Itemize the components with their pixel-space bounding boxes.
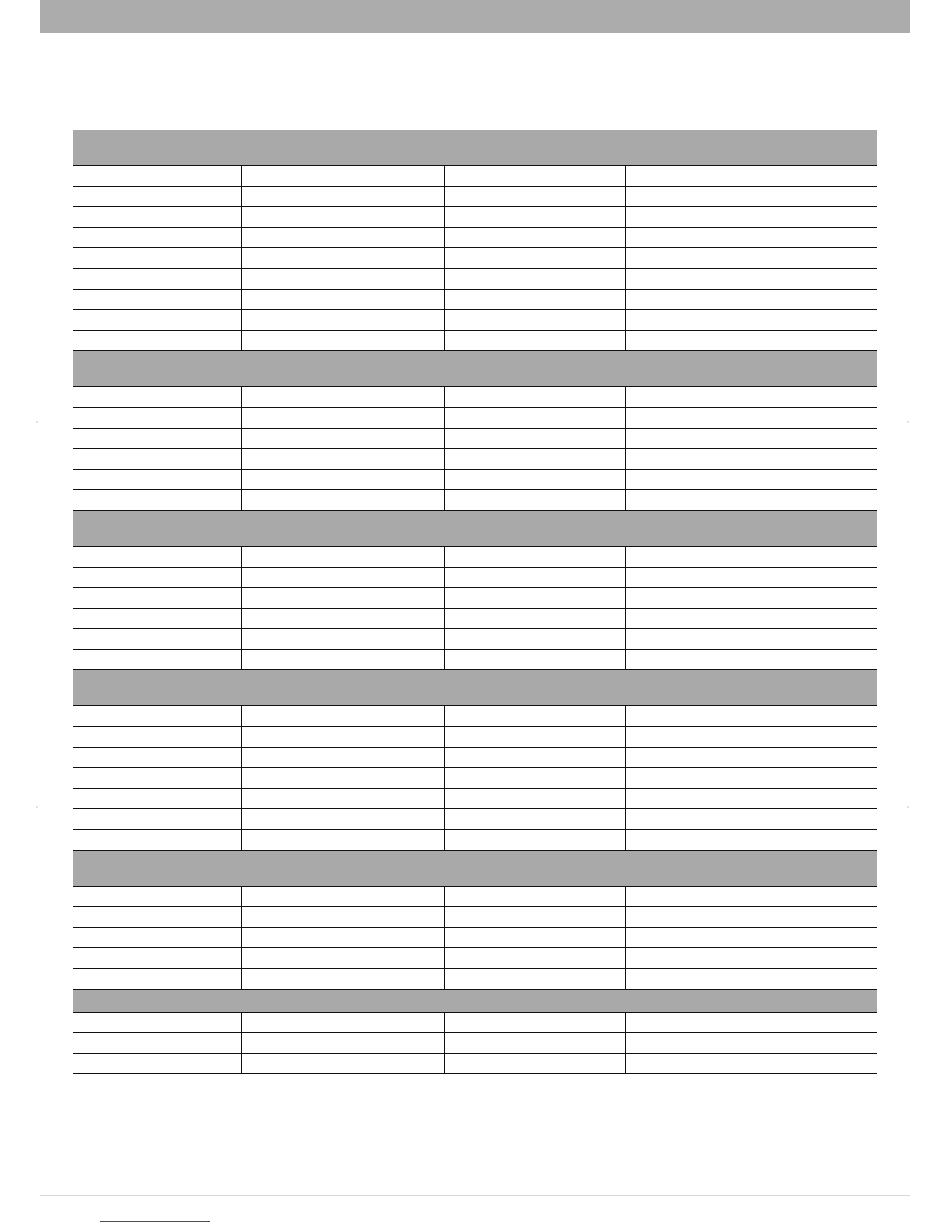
edge-mark: [907, 806, 909, 808]
table-row: [73, 948, 877, 969]
table-cell: [445, 928, 626, 948]
edge-mark: [907, 421, 909, 423]
table-cell: [73, 547, 242, 567]
section-header: [73, 851, 877, 887]
table-cell: [626, 1033, 877, 1053]
table-cell: [626, 187, 877, 207]
table-cell: [73, 408, 242, 428]
footer-divider: [40, 1195, 910, 1196]
table-cell: [73, 490, 242, 510]
spec-table: [73, 130, 877, 1074]
table-cell: [445, 331, 626, 351]
table-cell: [445, 449, 626, 469]
table-cell: [445, 768, 626, 788]
table-cell: [445, 228, 626, 248]
table-cell: [626, 768, 877, 788]
table-cell: [242, 789, 445, 809]
table-cell: [626, 408, 877, 428]
table-cell: [626, 907, 877, 927]
table-cell: [242, 228, 445, 248]
table-cell: [445, 887, 626, 907]
table-cell: [73, 290, 242, 310]
table-cell: [445, 490, 626, 510]
table-cell: [242, 706, 445, 726]
section-header: [73, 351, 877, 387]
table-cell: [242, 248, 445, 268]
table-cell: [445, 969, 626, 989]
table-cell: [445, 269, 626, 289]
table-row: [73, 490, 877, 511]
table-cell: [626, 629, 877, 649]
table-cell: [626, 470, 877, 490]
table-row: [73, 547, 877, 568]
table-cell: [242, 207, 445, 227]
table-cell: [626, 588, 877, 608]
table-cell: [445, 948, 626, 968]
table-cell: [242, 907, 445, 927]
table-cell: [626, 706, 877, 726]
table-cell: [242, 290, 445, 310]
table-cell: [242, 748, 445, 768]
table-cell: [242, 928, 445, 948]
table-cell: [242, 166, 445, 186]
table-row: [73, 290, 877, 311]
table-cell: [73, 809, 242, 829]
table-cell: [626, 310, 877, 330]
section-header: [73, 990, 877, 1013]
table-cell: [73, 907, 242, 927]
table-cell: [626, 547, 877, 567]
section-header: [73, 670, 877, 706]
table-row: [73, 706, 877, 727]
table-cell: [445, 1054, 626, 1074]
table-row: [73, 969, 877, 990]
table-cell: [73, 568, 242, 588]
table-cell: [242, 449, 445, 469]
table-cell: [626, 331, 877, 351]
table-cell: [242, 269, 445, 289]
table-cell: [626, 789, 877, 809]
table-cell: [626, 166, 877, 186]
table-cell: [73, 269, 242, 289]
table-cell: [626, 887, 877, 907]
table-cell: [445, 470, 626, 490]
table-cell: [73, 1054, 242, 1074]
table-cell: [445, 248, 626, 268]
table-row: [73, 830, 877, 851]
table-cell: [445, 387, 626, 407]
table-cell: [242, 948, 445, 968]
table-cell: [445, 588, 626, 608]
table-cell: [242, 650, 445, 670]
table-row: [73, 408, 877, 429]
table-cell: [445, 609, 626, 629]
table-cell: [626, 928, 877, 948]
table-cell: [445, 1033, 626, 1053]
table-cell: [242, 588, 445, 608]
table-cell: [445, 187, 626, 207]
table-cell: [242, 609, 445, 629]
table-cell: [242, 408, 445, 428]
table-cell: [626, 969, 877, 989]
table-cell: [626, 228, 877, 248]
table-cell: [626, 290, 877, 310]
table-cell: [445, 547, 626, 567]
table-row: [73, 727, 877, 748]
table-row: [73, 887, 877, 908]
table-cell: [626, 1013, 877, 1033]
table-cell: [445, 290, 626, 310]
table-row: [73, 248, 877, 269]
table-cell: [242, 470, 445, 490]
table-cell: [445, 748, 626, 768]
table-cell: [73, 248, 242, 268]
table-cell: [242, 187, 445, 207]
table-row: [73, 228, 877, 249]
table-cell: [242, 547, 445, 567]
table-cell: [242, 809, 445, 829]
table-cell: [73, 609, 242, 629]
table-cell: [445, 650, 626, 670]
table-cell: [626, 490, 877, 510]
table-cell: [626, 207, 877, 227]
table-cell: [242, 1013, 445, 1033]
table-cell: [73, 310, 242, 330]
table-cell: [445, 830, 626, 850]
table-row: [73, 789, 877, 810]
table-row: [73, 449, 877, 470]
table-cell: [445, 568, 626, 588]
table-row: [73, 748, 877, 769]
table-cell: [73, 470, 242, 490]
table-cell: [626, 727, 877, 747]
edge-mark: [36, 806, 38, 808]
table-row: [73, 907, 877, 928]
table-row: [73, 331, 877, 352]
table-cell: [445, 408, 626, 428]
table-row: [73, 568, 877, 589]
table-row: [73, 1054, 877, 1075]
table-row: [73, 1013, 877, 1034]
table-row: [73, 207, 877, 228]
table-cell: [73, 228, 242, 248]
table-cell: [445, 1013, 626, 1033]
table-cell: [73, 768, 242, 788]
table-row: [73, 928, 877, 949]
table-cell: [73, 187, 242, 207]
table-cell: [626, 650, 877, 670]
table-cell: [242, 830, 445, 850]
table-cell: [242, 727, 445, 747]
table-row: [73, 588, 877, 609]
table-cell: [242, 429, 445, 449]
table-cell: [626, 948, 877, 968]
table-cell: [445, 907, 626, 927]
table-cell: [445, 166, 626, 186]
table-cell: [73, 727, 242, 747]
table-row: [73, 310, 877, 331]
table-cell: [242, 568, 445, 588]
table-row: [73, 429, 877, 450]
table-row: [73, 187, 877, 208]
table-cell: [626, 809, 877, 829]
table-cell: [445, 310, 626, 330]
table-cell: [73, 387, 242, 407]
table-cell: [242, 768, 445, 788]
table-cell: [242, 887, 445, 907]
table-cell: [73, 166, 242, 186]
table-row: [73, 1033, 877, 1054]
table-row: [73, 387, 877, 408]
table-cell: [73, 650, 242, 670]
table-cell: [626, 387, 877, 407]
table-cell: [242, 629, 445, 649]
table-row: [73, 269, 877, 290]
table-cell: [445, 789, 626, 809]
table-cell: [626, 830, 877, 850]
page-header-bar: [40, 0, 910, 33]
table-row: [73, 768, 877, 789]
table-cell: [73, 789, 242, 809]
table-cell: [445, 727, 626, 747]
table-cell: [73, 1013, 242, 1033]
table-cell: [242, 969, 445, 989]
table-cell: [242, 1054, 445, 1074]
table-cell: [242, 387, 445, 407]
table-cell: [73, 748, 242, 768]
table-cell: [445, 207, 626, 227]
table-cell: [73, 449, 242, 469]
table-cell: [445, 429, 626, 449]
table-cell: [73, 429, 242, 449]
edge-mark: [36, 421, 38, 423]
table-cell: [242, 331, 445, 351]
table-cell: [73, 969, 242, 989]
table-cell: [626, 1054, 877, 1074]
footer-link[interactable]: [100, 1221, 210, 1222]
table-cell: [242, 1033, 445, 1053]
table-cell: [73, 706, 242, 726]
table-cell: [73, 948, 242, 968]
table-row: [73, 650, 877, 671]
table-cell: [626, 449, 877, 469]
table-cell: [626, 568, 877, 588]
table-cell: [242, 310, 445, 330]
table-cell: [626, 748, 877, 768]
table-cell: [73, 830, 242, 850]
table-cell: [73, 887, 242, 907]
table-cell: [73, 629, 242, 649]
section-header: [73, 511, 877, 547]
table-cell: [445, 809, 626, 829]
table-row: [73, 470, 877, 491]
table-row: [73, 629, 877, 650]
table-row: [73, 609, 877, 630]
table-row: [73, 166, 877, 187]
table-cell: [242, 490, 445, 510]
table-cell: [445, 629, 626, 649]
table-cell: [73, 1033, 242, 1053]
table-cell: [73, 331, 242, 351]
table-cell: [626, 248, 877, 268]
table-cell: [73, 928, 242, 948]
table-cell: [445, 706, 626, 726]
table-cell: [73, 207, 242, 227]
table-cell: [626, 269, 877, 289]
table-cell: [626, 609, 877, 629]
table-cell: [626, 429, 877, 449]
table-row: [73, 809, 877, 830]
section-header: [73, 130, 877, 166]
table-cell: [73, 588, 242, 608]
